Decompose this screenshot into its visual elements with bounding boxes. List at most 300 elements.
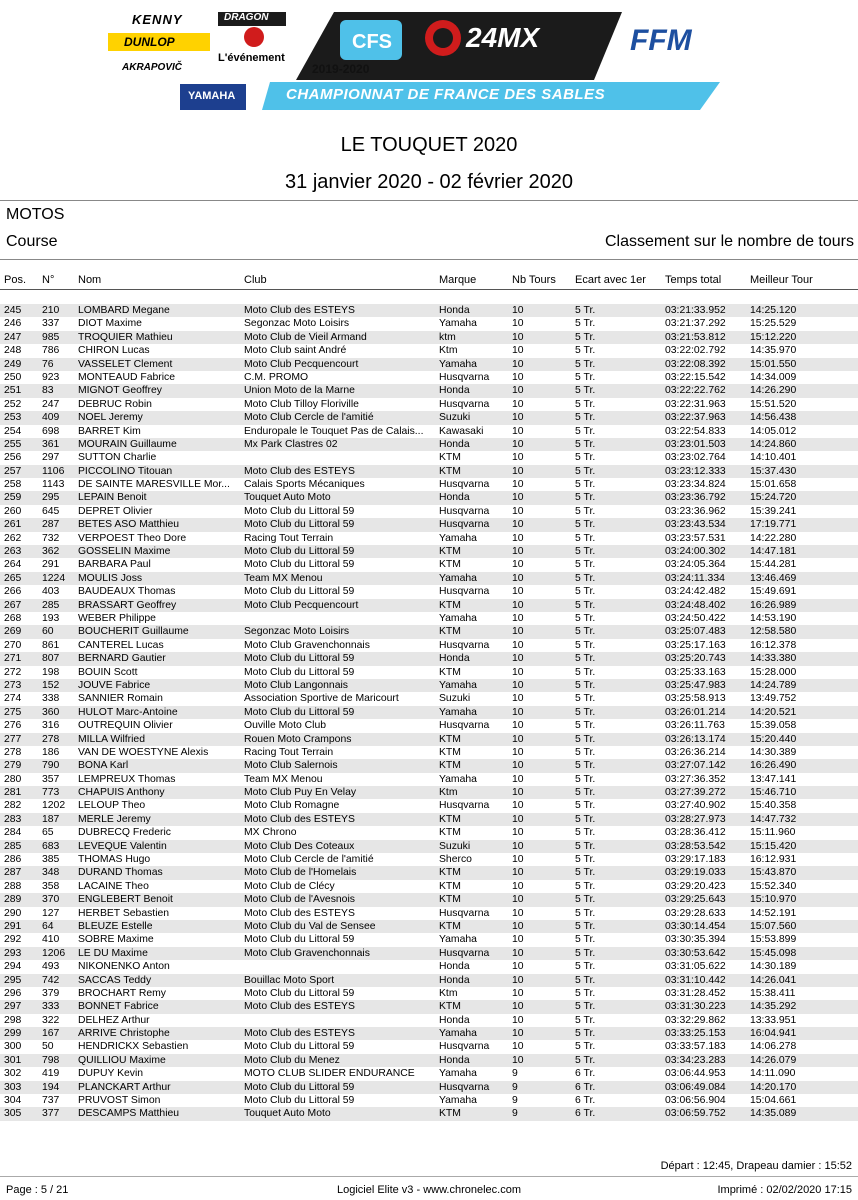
cell-nom: DUBRECQ Frederic — [78, 827, 171, 839]
cell-marque: KTM — [439, 626, 461, 638]
cell-pos: 265 — [4, 572, 22, 584]
table-row — [0, 733, 858, 746]
cell-marque: Honda — [439, 492, 470, 504]
cell-nom: VASSELET Clement — [78, 358, 173, 370]
cell-ecart: 5 Tr. — [575, 345, 596, 357]
table-row — [0, 304, 858, 317]
cell-tours: 9 — [512, 1068, 518, 1080]
cell-marque: Husqvarna — [439, 586, 490, 598]
cell-nom: BOUIN Scott — [78, 666, 138, 678]
table-row — [0, 840, 858, 853]
cell-num: 1224 — [42, 572, 66, 584]
cell-num: 333 — [42, 1001, 60, 1013]
table-row — [0, 425, 858, 438]
cell-club: Moto Club des ESTEYS — [244, 813, 355, 825]
cell-ecart: 5 Tr. — [575, 773, 596, 785]
cell-temps: 03:34:23.283 — [665, 1054, 726, 1066]
cell-marque: KTM — [439, 867, 461, 879]
cell-marque: Honda — [439, 1054, 470, 1066]
divider — [0, 259, 858, 260]
cell-best: 14:56.438 — [750, 412, 797, 424]
cell-nom: ENGLEBERT Benoit — [78, 894, 173, 906]
cell-num: 377 — [42, 1108, 60, 1120]
cell-club: Moto Club des ESTEYS — [244, 305, 355, 316]
cell-club: Touquet Auto Moto — [244, 1108, 331, 1120]
table-row — [0, 773, 858, 786]
cell-club: Moto Club de Clécy — [244, 880, 335, 892]
header-num: N° — [42, 274, 55, 286]
cell-pos: 271 — [4, 653, 22, 665]
cell-nom: NOEL Jeremy — [78, 412, 143, 424]
cell-tours: 10 — [512, 974, 524, 986]
svg-text:CFS: CFS — [352, 31, 392, 53]
table-row — [0, 692, 858, 705]
cell-best: 14:25.120 — [750, 305, 797, 316]
cell-nom: MOULIS Joss — [78, 572, 143, 584]
cell-ecart: 6 Tr. — [575, 1068, 596, 1080]
table-row — [0, 853, 858, 866]
cell-club: Moto Club de l'Homelais — [244, 867, 357, 879]
cell-pos: 290 — [4, 907, 22, 919]
cell-marque: Yamaha — [439, 572, 477, 584]
cell-num: 370 — [42, 894, 60, 906]
cell-ecart: 5 Tr. — [575, 612, 596, 624]
cell-ecart: 5 Tr. — [575, 813, 596, 825]
cell-marque: KTM — [439, 666, 461, 678]
cell-best: 12:58.580 — [750, 626, 797, 638]
cell-tours: 10 — [512, 666, 524, 678]
cell-marque: Yamaha — [439, 773, 477, 785]
cell-tours: 10 — [512, 505, 524, 517]
cell-club: Moto Club Cercle de l'amitié — [244, 854, 374, 866]
cell-num: 152 — [42, 679, 60, 691]
cell-nom: NIKONENKO Anton — [78, 961, 170, 973]
table-row — [0, 612, 858, 625]
cell-ecart: 5 Tr. — [575, 666, 596, 678]
cell-marque: Ktm — [439, 787, 458, 799]
cell-num: 278 — [42, 733, 60, 745]
cell-num: 50 — [42, 1041, 54, 1053]
cell-num: 60 — [42, 626, 54, 638]
cell-marque: Yamaha — [439, 358, 477, 370]
cell-ecart: 5 Tr. — [575, 519, 596, 531]
table-row — [0, 599, 858, 612]
cell-pos: 254 — [4, 425, 22, 437]
cell-pos: 301 — [4, 1054, 22, 1066]
cell-tours: 10 — [512, 947, 524, 959]
cell-ecart: 5 Tr. — [575, 532, 596, 544]
cell-best: 15:12.220 — [750, 331, 797, 343]
cell-tours: 10 — [512, 559, 524, 571]
kenny-logo: KENNY — [132, 12, 183, 27]
cell-nom: PRUVOST Simon — [78, 1095, 161, 1107]
cell-ecart: 5 Tr. — [575, 920, 596, 932]
cell-pos: 269 — [4, 626, 22, 638]
cell-best: 15:45.098 — [750, 947, 797, 959]
cell-pos: 280 — [4, 773, 22, 785]
cell-num: 360 — [42, 706, 60, 718]
cell-nom: DEBRUC Robin — [78, 398, 152, 410]
cell-temps: 03:23:43.534 — [665, 519, 726, 531]
cell-marque: Husqvarna — [439, 519, 490, 531]
cell-tours: 10 — [512, 1001, 524, 1013]
cell-marque: KTM — [439, 465, 461, 477]
cell-nom: JOUVE Fabrice — [78, 679, 151, 691]
cell-marque: KTM — [439, 599, 461, 611]
cell-ecart: 5 Tr. — [575, 974, 596, 986]
cell-nom: MILLA Wilfried — [78, 733, 145, 745]
cell-pos: 282 — [4, 800, 22, 812]
cell-club: Segonzac Moto Loisirs — [244, 318, 350, 330]
cell-best: 14:20.170 — [750, 1081, 797, 1093]
cell-num: 786 — [42, 345, 60, 357]
cell-nom: WEBER Philippe — [78, 612, 156, 624]
cell-ecart: 5 Tr. — [575, 385, 596, 397]
table-row — [0, 826, 858, 839]
cell-num: 187 — [42, 813, 60, 825]
cell-nom: CHIRON Lucas — [78, 345, 150, 357]
cell-temps: 03:23:02.764 — [665, 452, 726, 464]
cell-temps: 03:27:39.272 — [665, 787, 726, 799]
cell-club: Calais Sports Mécaniques — [244, 479, 365, 491]
cell-marque: KTM — [439, 1108, 461, 1120]
table-row — [0, 491, 858, 504]
cell-temps: 03:31:05.622 — [665, 961, 726, 973]
table-row — [0, 987, 858, 1000]
cell-pos: 295 — [4, 974, 22, 986]
cell-best: 16:26.989 — [750, 599, 797, 611]
cell-tours: 10 — [512, 840, 524, 852]
cell-tours: 10 — [512, 854, 524, 866]
season-label: 2019-2020 — [312, 62, 370, 76]
cell-marque: Husqvarna — [439, 720, 490, 732]
cell-tours: 10 — [512, 987, 524, 999]
header-nom: Nom — [78, 274, 102, 286]
cell-club: Moto Club du Val de Sensee — [244, 920, 376, 932]
cell-pos: 287 — [4, 867, 22, 879]
cell-club: Ouville Moto Club — [244, 720, 327, 732]
cell-marque: Sherco — [439, 854, 472, 866]
cell-tours: 10 — [512, 546, 524, 558]
cell-pos: 279 — [4, 760, 22, 772]
cell-ecart: 5 Tr. — [575, 358, 596, 370]
cell-nom: VERPOEST Theo Dore — [78, 532, 187, 544]
cell-num: 64 — [42, 920, 54, 932]
cell-pos: 261 — [4, 519, 22, 531]
table-row — [0, 344, 858, 357]
table-row — [0, 625, 858, 638]
cell-temps: 03:23:36.962 — [665, 505, 726, 517]
brand-24mx: 24MX — [466, 22, 540, 53]
cell-pos: 303 — [4, 1081, 22, 1093]
cell-nom: BETES ASO Matthieu — [78, 519, 180, 531]
cell-best: 15:53.899 — [750, 934, 797, 946]
cell-marque: Husqvarna — [439, 371, 490, 383]
cell-marque: Ktm — [439, 987, 458, 999]
table-row — [0, 1000, 858, 1013]
cell-nom: DUPUY Kevin — [78, 1068, 144, 1080]
cell-tours: 10 — [512, 1041, 524, 1053]
cell-pos: 249 — [4, 358, 22, 370]
table-row — [0, 572, 858, 585]
cell-num: 210 — [42, 305, 60, 316]
cell-marque: Yamaha — [439, 1028, 477, 1040]
cell-temps: 03:23:12.333 — [665, 465, 726, 477]
cell-ecart: 5 Tr. — [575, 720, 596, 732]
cell-best: 14:30.189 — [750, 961, 797, 973]
cell-nom: DIOT Maxime — [78, 318, 142, 330]
cell-num: 316 — [42, 720, 60, 732]
table-row — [0, 438, 858, 451]
cell-pos: 288 — [4, 880, 22, 892]
cell-nom: LELOUP Theo — [78, 800, 146, 812]
cell-ecart: 5 Tr. — [575, 331, 596, 343]
cell-best: 14:26.079 — [750, 1054, 797, 1066]
cell-tours: 10 — [512, 305, 524, 316]
cell-club: Rouen Moto Crampons — [244, 733, 352, 745]
cell-ecart: 5 Tr. — [575, 305, 596, 316]
cell-club: Team MX Menou — [244, 773, 323, 785]
cell-temps: 03:06:59.752 — [665, 1108, 726, 1120]
cell-temps: 03:26:01.214 — [665, 706, 726, 718]
cell-nom: MOURAIN Guillaume — [78, 438, 177, 450]
cell-club: Moto Club de Vieil Armand — [244, 331, 367, 343]
cell-best: 15:07.560 — [750, 920, 797, 932]
cell-nom: LACAINE Theo — [78, 880, 149, 892]
table-row — [0, 585, 858, 598]
cell-marque: Honda — [439, 385, 470, 397]
cell-num: 322 — [42, 1014, 60, 1026]
cell-club: MX Chrono — [244, 827, 297, 839]
cell-club: Moto Club des ESTEYS — [244, 465, 355, 477]
cell-club: Moto Club du Littoral 59 — [244, 987, 355, 999]
cell-best: 14:24.860 — [750, 438, 797, 450]
cell-club: Moto Club du Littoral 59 — [244, 653, 355, 665]
cell-club: Moto Club du Littoral 59 — [244, 586, 355, 598]
cell-tours: 10 — [512, 385, 524, 397]
cell-club: Moto Club Des Coteaux — [244, 840, 355, 852]
cell-best: 15:38.411 — [750, 987, 796, 999]
cell-temps: 03:22:15.542 — [665, 371, 726, 383]
cell-num: 798 — [42, 1054, 60, 1066]
cell-pos: 305 — [4, 1108, 22, 1120]
cell-num: 337 — [42, 318, 60, 330]
cell-nom: SANNIER Romain — [78, 693, 163, 705]
cell-nom: TROQUIER Mathieu — [78, 331, 173, 343]
cell-best: 15:25.529 — [750, 318, 797, 330]
table-row — [0, 518, 858, 531]
cell-nom: HERBET Sebastien — [78, 907, 170, 919]
cell-ecart: 5 Tr. — [575, 693, 596, 705]
cell-temps: 03:21:37.292 — [665, 318, 726, 330]
cell-temps: 03:27:40.902 — [665, 800, 726, 812]
table-row — [0, 947, 858, 960]
cell-ecart: 5 Tr. — [575, 1028, 596, 1040]
cell-num: 247 — [42, 398, 60, 410]
cell-marque: Honda — [439, 438, 470, 450]
cell-best: 15:46.710 — [750, 787, 797, 799]
cell-club: Moto Club du Littoral 59 — [244, 666, 355, 678]
cell-marque: KTM — [439, 880, 461, 892]
cell-pos: 285 — [4, 840, 22, 852]
cell-nom: MONTEAUD Fabrice — [78, 371, 175, 383]
cell-pos: 246 — [4, 318, 22, 330]
cell-temps: 03:26:13.174 — [665, 733, 726, 745]
cell-nom: HENDRICKX Sebastien — [78, 1041, 189, 1053]
cell-num: 285 — [42, 599, 60, 611]
cell-tours: 10 — [512, 358, 524, 370]
table-row — [0, 746, 858, 759]
cell-nom: BAUDEAUX Thomas — [78, 586, 176, 598]
cell-best: 14:11.090 — [750, 1068, 796, 1080]
cell-nom: GOSSELIN Maxime — [78, 546, 171, 558]
cell-ecart: 5 Tr. — [575, 505, 596, 517]
cell-temps: 03:06:49.084 — [665, 1081, 726, 1093]
cell-pos: 296 — [4, 987, 22, 999]
cell-temps: 03:22:02.792 — [665, 345, 726, 357]
cell-nom: VAN DE WOESTYNE Alexis — [78, 746, 209, 758]
cell-ecart: 5 Tr. — [575, 854, 596, 866]
cell-num: 698 — [42, 425, 60, 437]
cell-marque: Yamaha — [439, 679, 477, 691]
cell-best: 15:51.520 — [750, 398, 797, 410]
cell-ecart: 5 Tr. — [575, 1041, 596, 1053]
cell-pos: 274 — [4, 693, 22, 705]
cell-ecart: 5 Tr. — [575, 746, 596, 758]
cell-club: Moto Club Langonnais — [244, 679, 348, 691]
cell-num: 410 — [42, 934, 60, 946]
cell-club: Moto Club Gravenchonnais — [244, 947, 370, 959]
cell-club: Moto Club saint André — [244, 345, 347, 357]
cell-nom: LE DU Maxime — [78, 947, 148, 959]
cell-club: Moto Club du Littoral 59 — [244, 505, 355, 517]
header-marque: Marque — [439, 274, 477, 286]
table-row — [0, 933, 858, 946]
cell-ecart: 5 Tr. — [575, 907, 596, 919]
cell-temps: 03:25:58.913 — [665, 693, 726, 705]
cell-best: 14:35.089 — [750, 1108, 797, 1120]
cell-ecart: 5 Tr. — [575, 465, 596, 477]
table-row — [0, 920, 858, 933]
cell-tours: 10 — [512, 800, 524, 812]
cell-marque: Husqvarna — [439, 639, 490, 651]
cell-tours: 10 — [512, 920, 524, 932]
cell-best: 15:01.658 — [750, 479, 797, 491]
cell-nom: BROCHART Remy — [78, 987, 166, 999]
cell-nom: LEPAIN Benoit — [78, 492, 147, 504]
cell-nom: BONNET Fabrice — [78, 1001, 159, 1013]
cell-ecart: 5 Tr. — [575, 639, 596, 651]
cell-tours: 10 — [512, 438, 524, 450]
event-title: LE TOUQUET 2020 — [340, 134, 518, 156]
cell-tours: 10 — [512, 934, 524, 946]
cell-tours: 10 — [512, 371, 524, 383]
table-row — [0, 1054, 858, 1067]
cell-tours: 10 — [512, 452, 524, 464]
event-dates: 31 janvier 2020 - 02 février 2020 — [285, 171, 573, 193]
table-row — [0, 893, 858, 906]
cell-num: 291 — [42, 559, 60, 571]
cell-best: 15:11.960 — [750, 827, 796, 839]
cell-pos: 284 — [4, 827, 22, 839]
cell-tours: 10 — [512, 612, 524, 624]
table-row — [0, 317, 858, 330]
software-info: Logiciel Elite v3 - www.chronelec.com — [336, 1184, 522, 1196]
cell-club: C.M. PROMO — [244, 371, 309, 383]
cell-pos: 250 — [4, 371, 22, 383]
table-row — [0, 478, 858, 491]
cell-num: 742 — [42, 974, 60, 986]
cell-marque: KTM — [439, 733, 461, 745]
cell-pos: 273 — [4, 679, 22, 691]
cell-ecart: 5 Tr. — [575, 425, 596, 437]
cell-pos: 260 — [4, 505, 22, 517]
cell-tours: 9 — [512, 1081, 518, 1093]
cell-ecart: 5 Tr. — [575, 653, 596, 665]
table-row — [0, 652, 858, 665]
cell-nom: THOMAS Hugo — [78, 854, 151, 866]
cell-pos: 272 — [4, 666, 22, 678]
cell-marque: Ktm — [439, 345, 458, 357]
header-ecart: Ecart avec 1er — [575, 274, 646, 286]
cell-tours: 10 — [512, 572, 524, 584]
divider — [0, 200, 858, 201]
cell-num: 923 — [42, 371, 60, 383]
cell-best: 15:24.720 — [750, 492, 797, 504]
cell-club: Moto Club Gravenchonnais — [244, 639, 370, 651]
cell-pos: 262 — [4, 532, 22, 544]
cell-pos: 268 — [4, 612, 22, 624]
cell-pos: 264 — [4, 559, 22, 571]
cell-temps: 03:23:57.531 — [665, 532, 726, 544]
cell-best: 15:28.000 — [750, 666, 797, 678]
cell-pos: 277 — [4, 733, 22, 745]
cell-tours: 10 — [512, 626, 524, 638]
cell-num: 385 — [42, 854, 60, 866]
cell-num: 357 — [42, 773, 60, 785]
cell-num: 76 — [42, 358, 54, 370]
cell-marque: KTM — [439, 894, 461, 906]
cell-marque: Husqvarna — [439, 907, 490, 919]
cell-pos: 257 — [4, 465, 22, 477]
cell-temps: 03:22:54.833 — [665, 425, 726, 437]
banner-title: CHAMPIONNAT DE FRANCE DES SABLES — [286, 86, 606, 103]
cell-nom: PICCOLINO Titouan — [78, 465, 173, 477]
cell-best: 14:22.280 — [750, 532, 797, 544]
cell-tours: 10 — [512, 586, 524, 598]
cell-temps: 03:22:08.392 — [665, 358, 726, 370]
cell-club: Moto Club du Littoral 59 — [244, 1095, 355, 1107]
cell-nom: BOUCHERIT Guillaume — [78, 626, 189, 638]
cell-best: 15:20.440 — [750, 733, 797, 745]
cell-marque: ktm — [439, 331, 456, 343]
cell-num: 1143 — [42, 479, 65, 491]
cell-marque: Honda — [439, 1014, 470, 1026]
cell-temps: 03:31:28.452 — [665, 987, 726, 999]
cell-ecart: 5 Tr. — [575, 733, 596, 745]
cell-tours: 10 — [512, 894, 524, 906]
table-row — [0, 545, 858, 558]
cell-best: 15:04.661 — [750, 1095, 797, 1107]
cell-best: 16:26.490 — [750, 760, 797, 772]
cell-num: 403 — [42, 586, 60, 598]
cell-pos: 258 — [4, 479, 22, 491]
cell-marque: Husqvarna — [439, 947, 490, 959]
cell-tours: 10 — [512, 398, 524, 410]
header-club: Club — [244, 274, 267, 286]
cell-pos: 245 — [4, 305, 22, 316]
cell-tours: 10 — [512, 465, 524, 477]
